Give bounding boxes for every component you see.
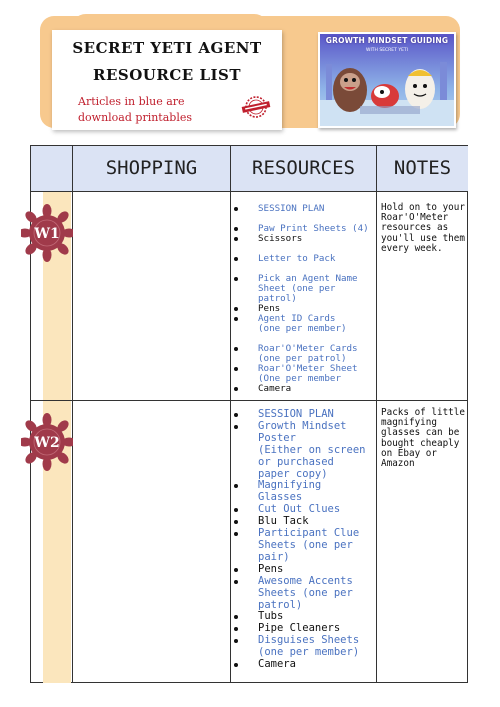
resource-item: or purchased — [258, 455, 334, 468]
resource-item: Scissors — [231, 234, 376, 244]
resource-item: Growth Mindset — [231, 421, 376, 433]
note-line: on Ebay or — [381, 447, 437, 459]
resource-item: Pens — [231, 564, 376, 576]
resource-item: Pick an Agent Name — [231, 274, 376, 284]
resource-item: Pipe Cleaners — [231, 623, 376, 635]
download-stamp-icon — [240, 95, 272, 119]
page-title-line-2: RESOURCE LIST — [93, 66, 241, 84]
column-header-shopping: SHOPPING — [105, 157, 198, 179]
resource-item: Pens — [231, 304, 376, 314]
note-line: Hold on to your — [381, 202, 465, 213]
week-2-label: W2 — [34, 435, 60, 451]
resource-item: (one per member) — [258, 646, 360, 659]
week-1-resources-list — [231, 204, 376, 394]
column-header-notes: NOTES — [393, 157, 452, 179]
resource-item: Poster — [258, 431, 296, 444]
resource-item: paper copy) — [258, 467, 328, 480]
grid-line — [31, 400, 468, 401]
resource-item: Magnifying — [231, 480, 376, 492]
grid-line — [376, 146, 377, 683]
resource-item: (one per patrol) — [258, 353, 347, 364]
note-line: bought cheaply — [381, 437, 460, 449]
resource-item: Sheets (one per — [258, 586, 353, 599]
resource-item: Participant Clue — [231, 528, 376, 540]
resource-item: Roar'O'Meter Cards — [231, 344, 376, 354]
resource-item: Awesome Accents — [231, 576, 376, 588]
resource-table — [30, 145, 468, 683]
week-2-badge — [21, 412, 73, 472]
week-1-badge — [21, 203, 73, 263]
resource-item: Cut Out Clues — [231, 504, 376, 516]
resource-item: Camera — [231, 659, 376, 671]
note-line: every week. — [381, 242, 443, 254]
growth-mindset-banner — [318, 32, 456, 128]
banner-subtitle: WITH SECRET YETI — [366, 48, 408, 53]
resource-item: Disguises Sheets — [231, 635, 376, 647]
resource-item: patrol) — [258, 598, 303, 611]
resource-item: Sheet (one per patrol) — [258, 283, 336, 304]
resource-item: Letter to Pack — [231, 254, 376, 264]
resource-item: Paw Print Sheets (4) — [231, 224, 376, 234]
resource-item: Agent ID Cards — [231, 314, 376, 324]
note-line: resources as — [381, 222, 449, 234]
week-2-resources-list — [231, 409, 376, 671]
note-line: Packs of little — [381, 407, 465, 418]
resource-item: Tubs — [231, 611, 376, 623]
note-line: glasses can be — [381, 427, 460, 439]
banner-title: GROWTH MINDSET GUIDING — [325, 36, 449, 45]
resource-item: pair) — [258, 550, 290, 563]
resource-item: Glasses — [258, 491, 303, 504]
resource-item: (Either on screen — [258, 443, 366, 456]
legend-note-line-1: Articles in blue are — [78, 95, 185, 108]
note-line: Amazon — [381, 458, 415, 470]
resource-item: Camera — [231, 384, 376, 394]
week-1-notes — [381, 203, 467, 254]
column-header-resources: RESOURCES — [252, 157, 355, 179]
week-1-label: W1 — [34, 226, 60, 242]
resource-item: Blu Tack — [231, 516, 376, 528]
resource-item: (one per member) — [258, 323, 347, 334]
resource-item: Roar'O'Meter Sheet — [231, 364, 376, 374]
note-line: Roar'O'Meter — [381, 212, 449, 224]
resource-item: SESSION PLAN — [231, 204, 376, 214]
legend-note-line-2: download printables — [78, 111, 192, 124]
note-line: you'll use them — [381, 232, 465, 244]
resource-item: Sheets (one per — [258, 538, 353, 551]
resource-item: SESSION PLAN — [231, 409, 376, 421]
week-2-notes — [381, 408, 467, 469]
resource-item: (One per member — [258, 373, 341, 384]
note-line: magnifying — [381, 417, 437, 429]
page-title-line-1: SECRET YETI AGENT — [72, 39, 262, 57]
